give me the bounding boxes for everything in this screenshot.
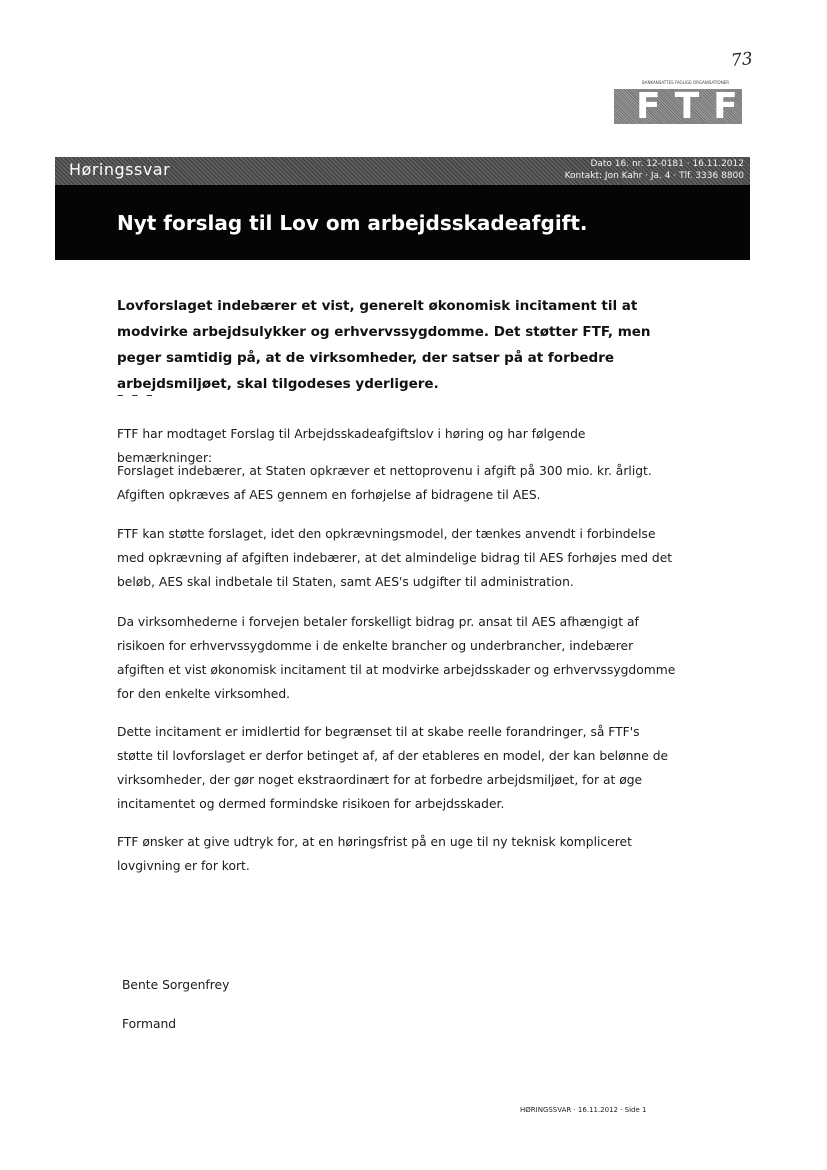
signature-role: Formand	[122, 1017, 177, 1031]
header-meta	[524, 158, 744, 182]
body-paragraph-1: FTF har modtaget Forslag til Arbejdsskadeafgiftslov i høring og har følgende bemærkninger:	[117, 427, 586, 465]
summary-paragraph: Lovforslaget indebærer et vist, generelt økonomisk incitament til at modvirke arbejdsulykker og erhvervssygdomme. Det støtter FTF, men peger samtidig på, at de virksomheder, der satser på at forbedre arbejdsmiljøet, skal tilgodeses yderligere.	[117, 298, 651, 392]
document-title: Nyt forslag til Lov om arbejdsskadeafgift.	[117, 211, 588, 235]
document-type-label: Høringssvar	[69, 160, 171, 179]
body-paragraph-2: Forslaget indebærer, at Staten opkræver et nettoprovenu i afgift på 300 mio. kr. årligt. Afgiften opkræves af AES gennem en forhøjelse af bidragene til AES.	[117, 464, 652, 502]
signature-name: Bente Sorgenfrey	[122, 978, 230, 992]
body-paragraph-4: Da virksomhederne i forvejen betaler forskelligt bidrag pr. ansat til AES afhængigt af risikoen for erhvervssygdomme i de enkelte brancher og underbrancher, indebærer afgiften et vist økonomisk incitament til at modvirke arbejdsskader og erhvervssygdomme for den enkelte virksomhed.	[117, 615, 676, 701]
ftf-logo	[614, 80, 752, 127]
header-band	[55, 157, 750, 185]
handwritten-page-number: 73	[730, 48, 754, 72]
title-band	[55, 185, 750, 260]
logo-band	[614, 86, 752, 127]
separator: – – –	[117, 388, 155, 403]
contact-line: Kontakt: Jon Kahr · Ja. 4 · Tlf. 3336 8800	[564, 171, 744, 181]
reference-line: Dato 16. nr. 12-0181 · 16.11.2012	[590, 159, 744, 169]
page-footer: HØRINGSSVAR · 16.11.2012 · Side 1	[520, 1106, 647, 1114]
logo-text: FTF	[636, 86, 752, 127]
body-paragraph-6: FTF ønsker at give udtryk for, at en høringsfrist på en uge til ny teknisk kompliceret lovgivning er for kort.	[117, 835, 632, 873]
body-paragraph-5: Dette incitament er imidlertid for begrænset til at skabe reelle forandringer, så FTF's støtte til lovforslaget er derfor betinget af, af der etableres en model, der kan belønne de virksomheder, der gør noget ekstraordinært for at forbedre arbejdsmiljøet, for at øge incitamentet og dermed formindske risikoen for arbejdsskader.	[117, 725, 669, 811]
logo-tagline: BANKANSATTES FAGLIGE ORGANISATIONER	[642, 80, 729, 85]
body-paragraph-3: FTF kan støtte forslaget, idet den opkrævningsmodel, der tænkes anvendt i forbindelse med opkrævning af afgiften indebærer, at det almindelige bidrag til AES forhøjes med det beløb, AES skal indbetale til Staten, samt AES's udgifter til administration.	[117, 527, 673, 589]
